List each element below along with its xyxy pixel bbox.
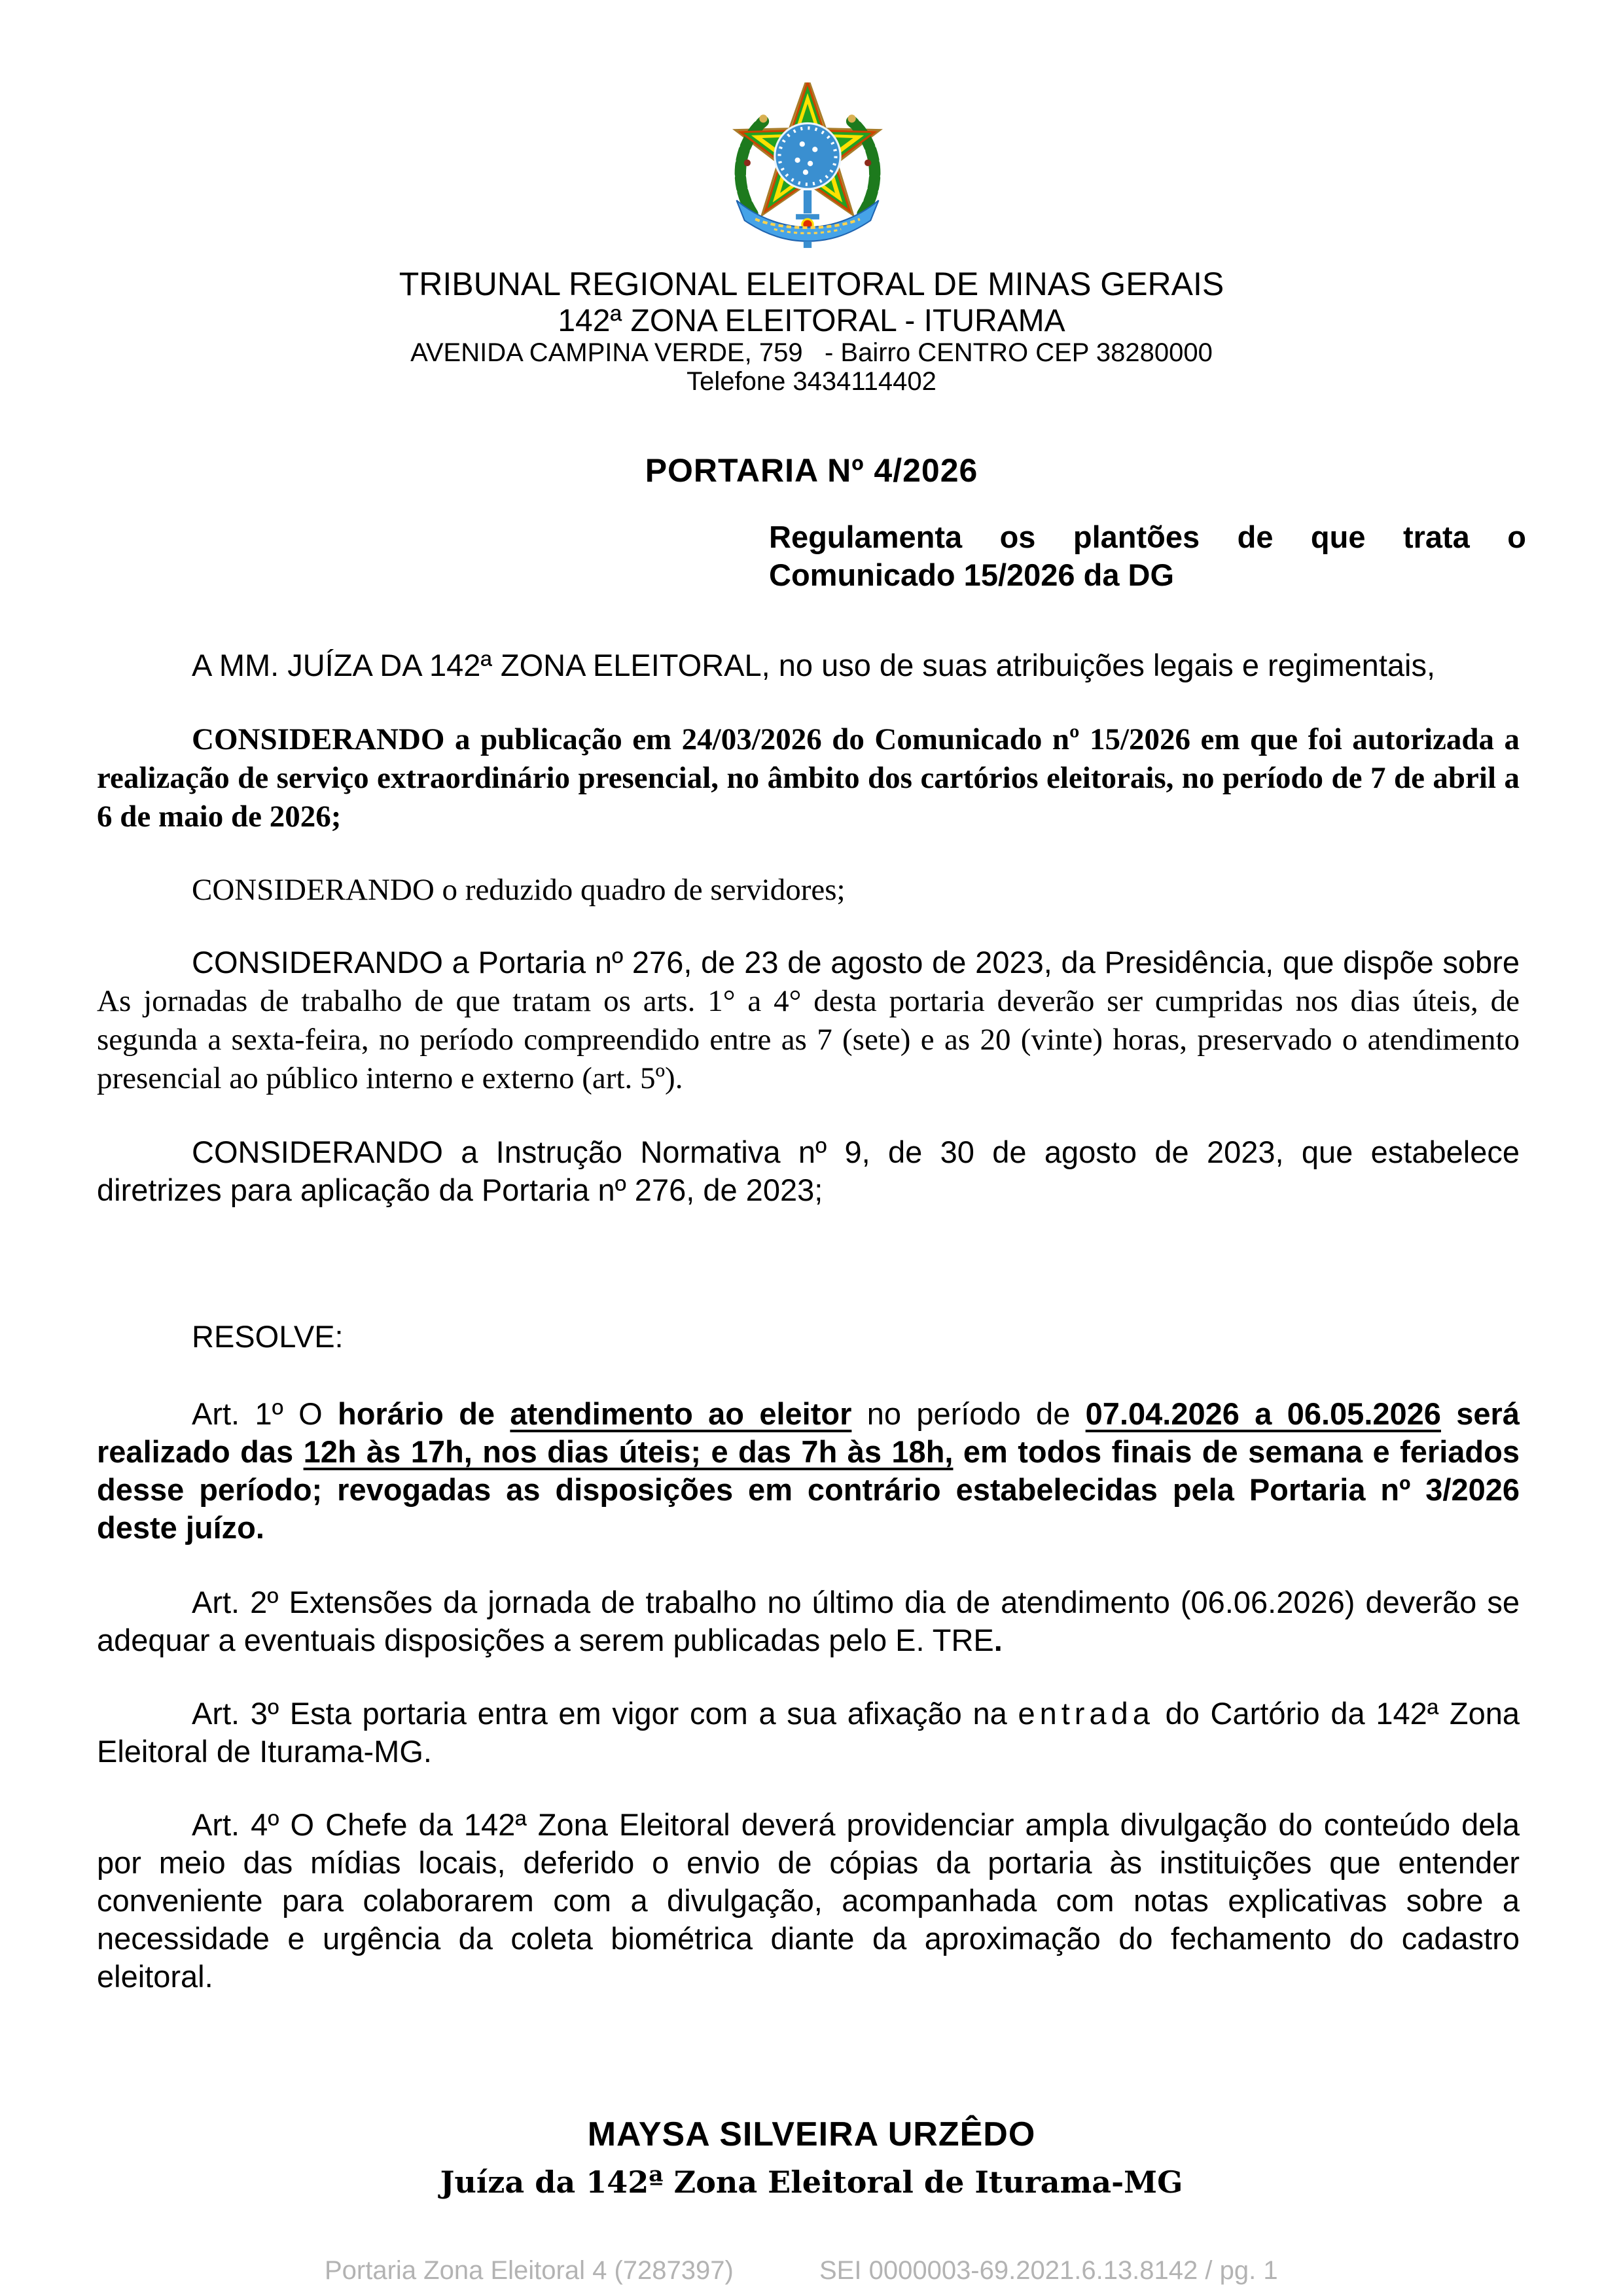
article-2: [97, 1583, 1520, 1659]
text-run: CONSIDERANDO a Portaria nº 276, de 23 de agosto de 2023, da Presidência, que dispõe sobre: [192, 945, 1520, 980]
text-run: em todos finais de semana e feriados desse período; revogadas as disposições em contrário estabelecidas pela Portaria nº 3/2026 deste juízo.: [97, 1434, 1520, 1545]
org-name: TRIBUNAL REGIONAL ELEITORAL DE MINAS GERAIS: [399, 266, 1224, 302]
footer-doc-ref: Portaria Zona Eleitoral 4 (7287397): [325, 2256, 734, 2285]
text-run: Art. 1º O: [192, 1396, 338, 1431]
brazil-coat-of-arms: [722, 82, 893, 250]
considerando-1: [97, 720, 1520, 836]
article-4: [97, 1806, 1520, 1996]
address-line: AVENIDA CAMPINA VERDE, 759 - Bairro CENTRO CEP 38280000: [410, 338, 1213, 367]
text-run: atendimento ao eleitor: [510, 1396, 852, 1431]
text-run: 12h às 17h, nos dias úteis; e das 7h às 18h,: [303, 1434, 954, 1469]
text-run: entrada: [1018, 1696, 1154, 1731]
epigraph: Regulamenta os plantões de que trata o Comunicado 15/2026 da DG: [769, 520, 1526, 592]
text-run: As jornadas de trabalho de que tratam os arts. 1° a 4° desta portaria deverão ser cumpridas nos dias úteis, de segunda a sexta-feira, no período compreendido entre as 7 (sete) e as 20 (vinte) horas, preservado o atendimento presencial ao público interno e externo (art. 5º).: [97, 984, 1520, 1095]
text-run: 07.04.2026 a 06.05.2026: [1085, 1396, 1441, 1431]
text-run: CONSIDERANDO o reduzido quadro de servidores;: [192, 873, 846, 907]
document-title: PORTARIA Nº 4/2026: [645, 452, 978, 489]
text-run: no período de: [851, 1396, 1086, 1431]
footer-sei-ref: SEI 0000003-69.2021.6.13.8142 / pg. 1: [819, 2256, 1278, 2285]
considerando-3: [97, 944, 1520, 1097]
text-run: CONSIDERANDO a publicação em 24/03/2026 do Comunicado nº 15/2026 em que foi autorizada a realização de serviço extraordinário presencial, no âmbito dos cartórios eleitorais, no período de 7 de abril a 6 de maio de 2026;: [97, 722, 1520, 834]
text-run: será realizado das: [97, 1396, 1520, 1469]
article-1: [97, 1395, 1520, 1547]
resolve-clause: RESOLVE:: [192, 1319, 344, 1354]
text-run: Art. 4º O Chefe da 142ª Zona Eleitoral deverá providenciar ampla divulgação do conteúdo dela por meio das mídias locais, deferido o envio de cópias da portaria às instituições que entender conveniente para colaborarem com a divulgação, acompanhada com notas explicativas sobre a necessidade e urgência da coleta biométrica diante da aproximação do fechamento do cadastro eleitoral.: [97, 1807, 1520, 1994]
text-run: horário de: [337, 1396, 510, 1431]
signature-role: Juíza da 142ª Zona Eleitoral de Iturama-MG: [440, 2164, 1183, 2200]
text-run: do Cartório da 142ª Zona Eleitoral de Iturama-MG.: [97, 1696, 1520, 1769]
zone-name: 142ª ZONA ELEITORAL - ITURAMA: [558, 304, 1065, 338]
signature-name: MAYSA SILVEIRA URZÊDO: [587, 2115, 1036, 2153]
considerando-4: [97, 1133, 1520, 1209]
text-run: Art. 3º Esta portaria entra em vigor com a sua afixação na: [192, 1696, 1018, 1731]
text-run: Art. 2º Extensões da jornada de trabalho no último dia de atendimento (06.06.2026) deverão se adequar a eventuais disposições a serem publicadas pelo E. TRE: [97, 1585, 1520, 1657]
considerando-2: [97, 870, 1520, 909]
text-run: CONSIDERANDO a Instrução Normativa nº 9, de 30 de agosto de 2023, que estabelece diretrizes para aplicação da Portaria nº 276, de 2023;: [97, 1135, 1520, 1207]
article-3: [97, 1695, 1520, 1771]
text-run: .: [993, 1623, 1003, 1657]
preamble: A MM. JUÍZA DA 142ª ZONA ELEITORAL, no uso de suas atribuições legais e regimentais,: [192, 648, 1436, 682]
phone-line: Telefone 3434114402: [687, 367, 936, 396]
